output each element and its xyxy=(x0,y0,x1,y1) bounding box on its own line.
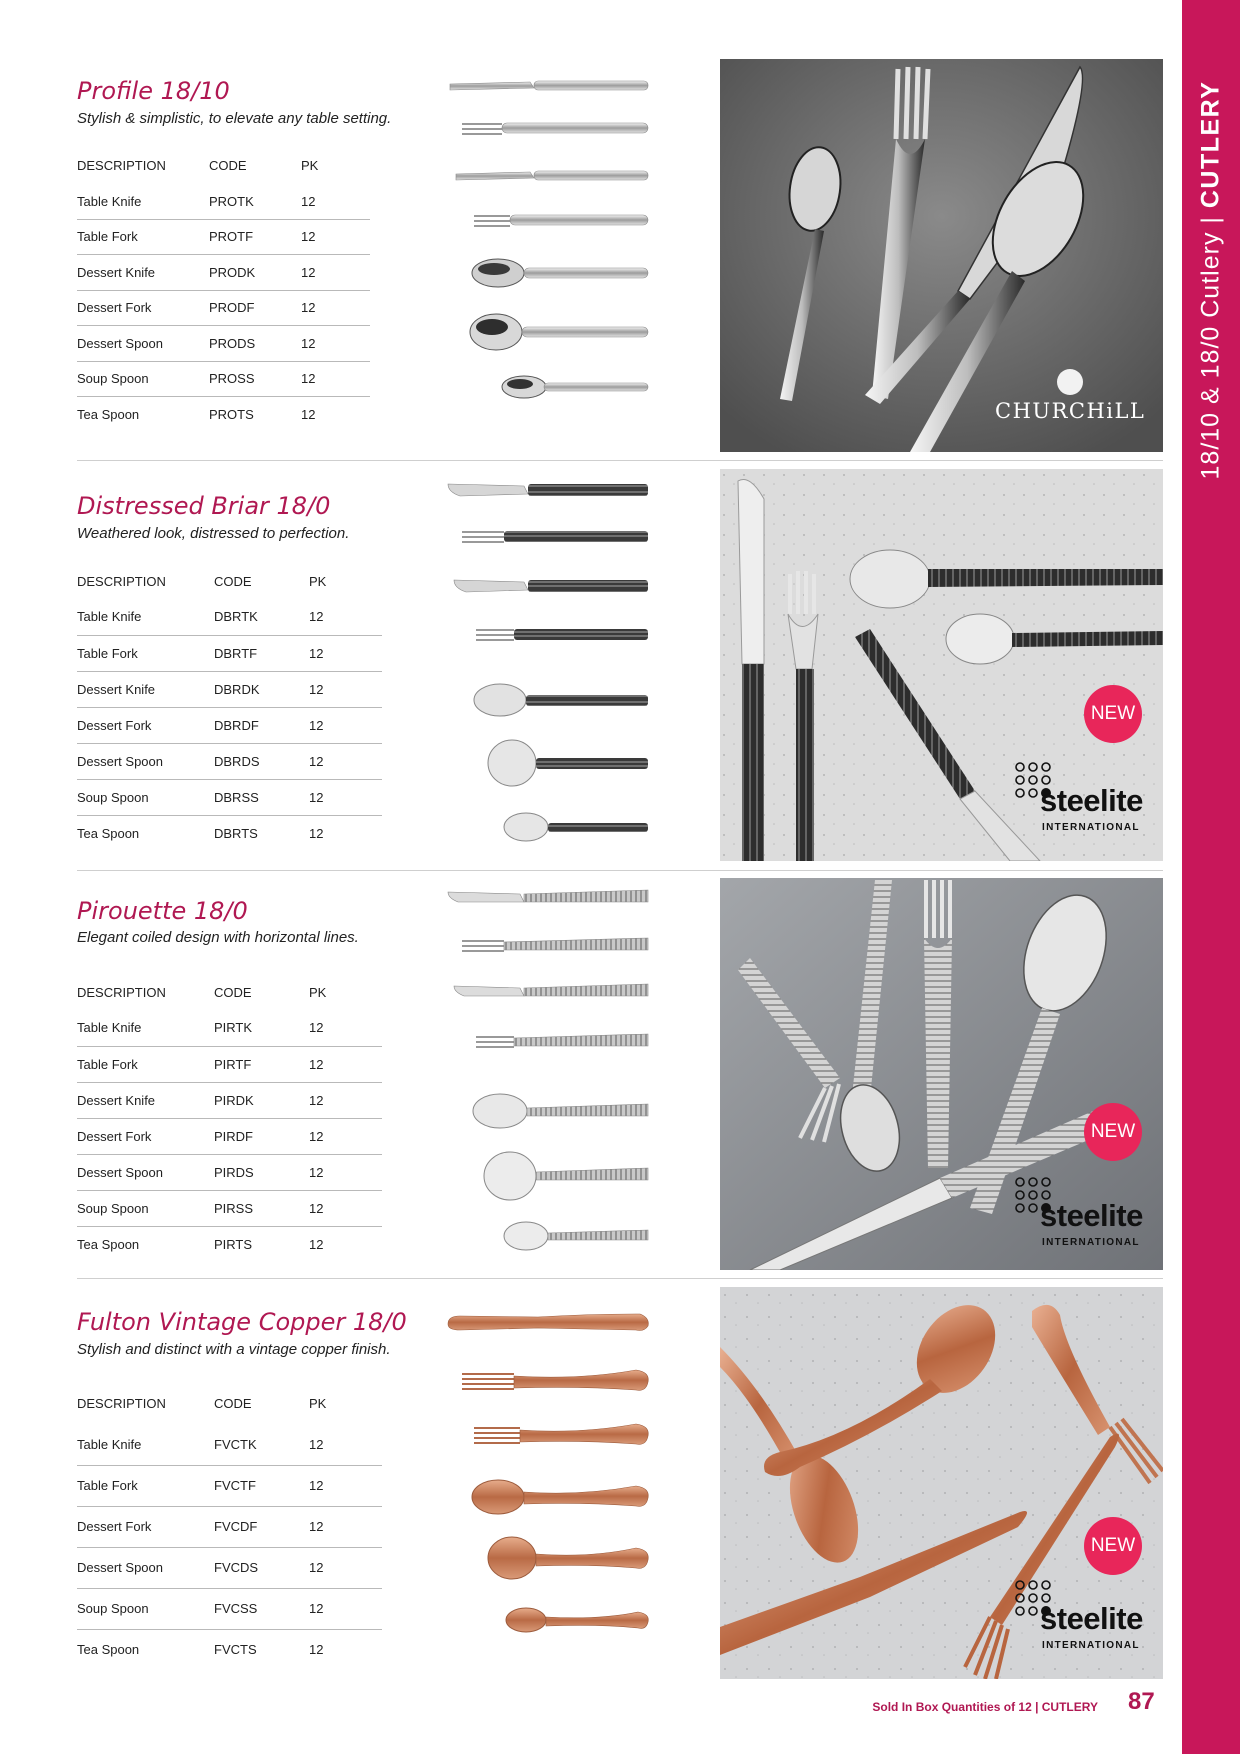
section-divider xyxy=(77,870,1163,871)
product-description: Table Fork xyxy=(77,1046,214,1082)
table-row xyxy=(77,1226,382,1262)
section-divider xyxy=(77,460,1163,461)
product-description: Dessert Fork xyxy=(77,290,209,326)
product-description: Table Fork xyxy=(77,635,214,671)
steelite-wordmark: steelite xyxy=(1040,1601,1143,1636)
table-row xyxy=(77,1082,382,1118)
sidebar-label xyxy=(1197,81,1226,480)
pack-quantity: 12 xyxy=(301,326,370,362)
table-row xyxy=(77,361,370,397)
dessert-spoon-icon xyxy=(473,1094,648,1128)
section-subtitle-fulton-vintage-copper: Stylish and distinct with a vintage copper finish. xyxy=(77,1341,391,1358)
col-header-pk: PK xyxy=(301,158,319,174)
product-table-profile xyxy=(77,148,370,432)
pack-quantity: 12 xyxy=(309,1465,382,1506)
table-knife-icon xyxy=(450,81,648,90)
table-row xyxy=(77,397,370,433)
cutlery-lineup-fulton-vintage-copper xyxy=(440,1300,660,1640)
dessert-fork-icon xyxy=(474,1424,648,1444)
table-header-row xyxy=(77,148,370,184)
product-description: Dessert Spoon xyxy=(77,1547,214,1588)
col-header-code: CODE xyxy=(214,984,252,1000)
pack-quantity: 12 xyxy=(309,743,382,779)
steelite-wordmark: steelite xyxy=(1040,1198,1143,1233)
table-row xyxy=(77,255,370,291)
product-code: PRODF xyxy=(209,290,301,326)
table-knife-icon xyxy=(448,890,648,902)
product-description: Dessert Fork xyxy=(77,707,214,743)
product-description: Tea Spoon xyxy=(77,407,140,422)
product-description: Dessert Knife xyxy=(77,1082,214,1118)
product-code: PROTK xyxy=(209,184,301,220)
product-code: FVCDF xyxy=(214,1506,309,1547)
tea-spoon-icon xyxy=(502,376,648,398)
product-description: Soup Spoon xyxy=(77,361,209,397)
product-code: PROTF xyxy=(209,219,301,255)
product-description: Soup Spoon xyxy=(77,1190,214,1226)
dessert-spoon-icon xyxy=(474,684,648,716)
pack-quantity: 12 xyxy=(301,290,370,326)
product-code: PRODS xyxy=(209,326,301,362)
table-row xyxy=(77,1190,382,1226)
pack-quantity: 12 xyxy=(309,1424,382,1465)
product-description: Table Knife xyxy=(77,599,214,635)
section-title-profile: Profile 18/10 xyxy=(77,77,230,105)
soup-spoon-icon xyxy=(484,1152,648,1200)
table-row xyxy=(77,1046,382,1082)
dessert-knife-icon xyxy=(454,580,648,592)
table-row xyxy=(77,635,382,671)
col-header-code: CODE xyxy=(209,158,247,174)
soup-spoon-icon xyxy=(470,314,648,350)
table-fork-icon xyxy=(462,1370,648,1390)
table-fork-icon xyxy=(462,938,648,951)
cutlery-lineup-profile xyxy=(440,70,660,440)
table-row xyxy=(77,707,382,743)
product-description: Soup Spoon xyxy=(77,779,214,815)
product-description: Dessert Spoon xyxy=(77,743,214,779)
product-table-distressed-briar xyxy=(77,563,382,851)
footer-note: Sold In Box Quantities of 12 | CUTLERY xyxy=(872,1700,1098,1714)
product-code: FVCTS xyxy=(214,1642,257,1658)
product-code: DBRTK xyxy=(214,599,309,635)
churchill-wordmark: CHURCHiLL xyxy=(995,399,1146,423)
col-header-description: DESCRIPTION xyxy=(77,573,166,589)
pack-quantity: 12 xyxy=(309,635,382,671)
col-header-description: DESCRIPTION xyxy=(77,984,166,1000)
table-header-row xyxy=(77,1383,382,1424)
table-row xyxy=(77,1547,382,1588)
section-title-distressed-briar: Distressed Briar 18/0 xyxy=(77,492,331,520)
pack-quantity: 12 xyxy=(309,1236,324,1252)
pack-quantity: 12 xyxy=(301,407,316,422)
dessert-fork-icon xyxy=(476,629,648,640)
pack-quantity: 12 xyxy=(309,671,382,707)
table-row xyxy=(77,1424,382,1465)
pack-quantity: 12 xyxy=(309,1588,382,1629)
table-fork-icon xyxy=(462,531,648,542)
table-row xyxy=(77,1118,382,1154)
col-header-pk: PK xyxy=(309,984,327,1000)
product-code: PROTS xyxy=(209,407,254,422)
tea-spoon-icon xyxy=(504,1222,648,1250)
table-row xyxy=(77,1010,382,1046)
product-code: PIRSS xyxy=(214,1190,309,1226)
table-row xyxy=(77,779,382,815)
dessert-fork-icon xyxy=(474,215,648,226)
dessert-spoon-icon xyxy=(472,259,648,287)
product-description: Tea Spoon xyxy=(77,1642,140,1658)
steelite-sub-wordmark: INTERNATIONAL xyxy=(1042,822,1140,833)
product-code: PIRDS xyxy=(214,1154,309,1190)
sidebar-label-regular: 18/10 & 18/0 Cutlery | xyxy=(1196,208,1225,480)
product-description: Dessert Knife xyxy=(77,671,214,707)
col-header-pk: PK xyxy=(309,1396,327,1411)
product-photo-profile xyxy=(720,59,1163,452)
pack-quantity: 12 xyxy=(309,1190,382,1226)
churchill-emblem-icon xyxy=(1057,369,1083,395)
pack-quantity: 12 xyxy=(309,1642,324,1658)
table-fork-icon xyxy=(462,123,648,134)
table-row xyxy=(77,326,370,362)
col-header-description: DESCRIPTION xyxy=(77,1396,166,1411)
product-code: DBRDK xyxy=(214,671,309,707)
product-photo-distressed-briar xyxy=(720,469,1163,861)
soup-spoon-icon xyxy=(488,1537,648,1579)
product-code: DBRTS xyxy=(214,825,258,841)
col-header-pk: PK xyxy=(309,573,327,589)
product-code: PIRTS xyxy=(214,1236,253,1252)
product-code: FVCSS xyxy=(214,1588,309,1629)
table-row xyxy=(77,815,382,851)
pack-quantity: 12 xyxy=(309,707,382,743)
new-badge: NEW xyxy=(1084,1517,1142,1575)
product-description: Tea Spoon xyxy=(77,1236,140,1252)
product-description: Table Fork xyxy=(77,219,209,255)
product-description: Table Knife xyxy=(77,184,209,220)
table-row xyxy=(77,599,382,635)
tea-spoon-icon xyxy=(506,1608,648,1632)
new-badge: NEW xyxy=(1084,1103,1142,1161)
section-title-fulton-vintage-copper: Fulton Vintage Copper 18/0 xyxy=(77,1308,407,1336)
pack-quantity: 12 xyxy=(309,1118,382,1154)
table-row xyxy=(77,743,382,779)
product-description: Table Knife xyxy=(77,1010,214,1046)
product-code: PIRDK xyxy=(214,1082,309,1118)
product-table-pirouette xyxy=(77,974,382,1262)
dessert-knife-icon xyxy=(456,171,648,180)
product-code: DBRTF xyxy=(214,635,309,671)
dessert-knife-icon xyxy=(454,984,648,996)
table-header-row xyxy=(77,563,382,599)
table-header-row xyxy=(77,974,382,1010)
pack-quantity: 12 xyxy=(301,361,370,397)
product-code: FVCTF xyxy=(214,1465,309,1506)
section-subtitle-pirouette: Elegant coiled design with horizontal lines. xyxy=(77,929,359,946)
table-row xyxy=(77,219,370,255)
pack-quantity: 12 xyxy=(301,219,370,255)
table-row xyxy=(77,671,382,707)
steelite-sub-wordmark: INTERNATIONAL xyxy=(1042,1640,1140,1651)
product-description: Table Knife xyxy=(77,1424,214,1465)
churchill-logo xyxy=(995,369,1145,423)
tea-spoon-icon xyxy=(504,813,648,841)
col-header-description: DESCRIPTION xyxy=(77,158,166,174)
product-description: Tea Spoon xyxy=(77,825,140,841)
product-code: PRODK xyxy=(209,255,301,291)
product-description: Soup Spoon xyxy=(77,1588,214,1629)
steelite-wordmark: steelite xyxy=(1040,783,1143,818)
steelite-sub-wordmark: INTERNATIONAL xyxy=(1042,1237,1140,1248)
pack-quantity: 12 xyxy=(309,1547,382,1588)
table-row xyxy=(77,290,370,326)
section-subtitle-distressed-briar: Weathered look, distressed to perfection. xyxy=(77,525,350,542)
product-description: Table Fork xyxy=(77,1465,214,1506)
table-row xyxy=(77,1588,382,1629)
product-code: FVCTK xyxy=(214,1424,309,1465)
cutlery-lineup-pirouette xyxy=(440,886,660,1256)
product-code: PROSS xyxy=(209,361,301,397)
dessert-spoon-icon xyxy=(472,1480,648,1514)
table-knife-icon xyxy=(448,1314,648,1331)
table-row xyxy=(77,184,370,220)
table-row xyxy=(77,1629,382,1670)
product-code: PIRTK xyxy=(214,1010,309,1046)
product-photo-pirouette xyxy=(720,878,1163,1270)
cutlery-lineup-distressed-briar xyxy=(440,480,660,850)
product-description: Dessert Fork xyxy=(77,1506,214,1547)
product-code: FVCDS xyxy=(214,1547,309,1588)
pack-quantity: 12 xyxy=(309,1046,382,1082)
pack-quantity: 12 xyxy=(301,184,370,220)
section-title-pirouette: Pirouette 18/0 xyxy=(77,897,248,925)
product-code: DBRSS xyxy=(214,779,309,815)
pack-quantity: 12 xyxy=(309,825,324,841)
table-row xyxy=(77,1506,382,1547)
product-description: Dessert Spoon xyxy=(77,1154,214,1190)
product-description: Dessert Fork xyxy=(77,1118,214,1154)
col-header-code: CODE xyxy=(214,1396,252,1411)
pack-quantity: 12 xyxy=(309,1082,382,1118)
product-code: PIRDF xyxy=(214,1118,309,1154)
col-header-code: CODE xyxy=(214,573,252,589)
sidebar-label-bold: CUTLERY xyxy=(1196,80,1225,209)
product-code: PIRTF xyxy=(214,1046,309,1082)
product-table-fulton-vintage-copper xyxy=(77,1383,382,1670)
table-knife-icon xyxy=(448,484,648,496)
product-photo-fulton-vintage-copper xyxy=(720,1287,1163,1679)
product-description: Dessert Knife xyxy=(77,255,209,291)
page-number: 87 xyxy=(1128,1688,1155,1715)
product-description: Dessert Spoon xyxy=(77,326,209,362)
section-divider xyxy=(77,1278,1163,1279)
dessert-fork-icon xyxy=(476,1034,648,1047)
new-badge: NEW xyxy=(1084,685,1142,743)
pack-quantity: 12 xyxy=(301,255,370,291)
soup-spoon-icon xyxy=(488,740,648,786)
pack-quantity: 12 xyxy=(309,1506,382,1547)
product-code: DBRDF xyxy=(214,707,309,743)
table-row xyxy=(77,1154,382,1190)
pack-quantity: 12 xyxy=(309,779,382,815)
pack-quantity: 12 xyxy=(309,1010,382,1046)
pack-quantity: 12 xyxy=(309,599,382,635)
section-subtitle-profile: Stylish & simplistic, to elevate any table setting. xyxy=(77,110,392,127)
pack-quantity: 12 xyxy=(309,1154,382,1190)
product-code: DBRDS xyxy=(214,743,309,779)
table-row xyxy=(77,1465,382,1506)
